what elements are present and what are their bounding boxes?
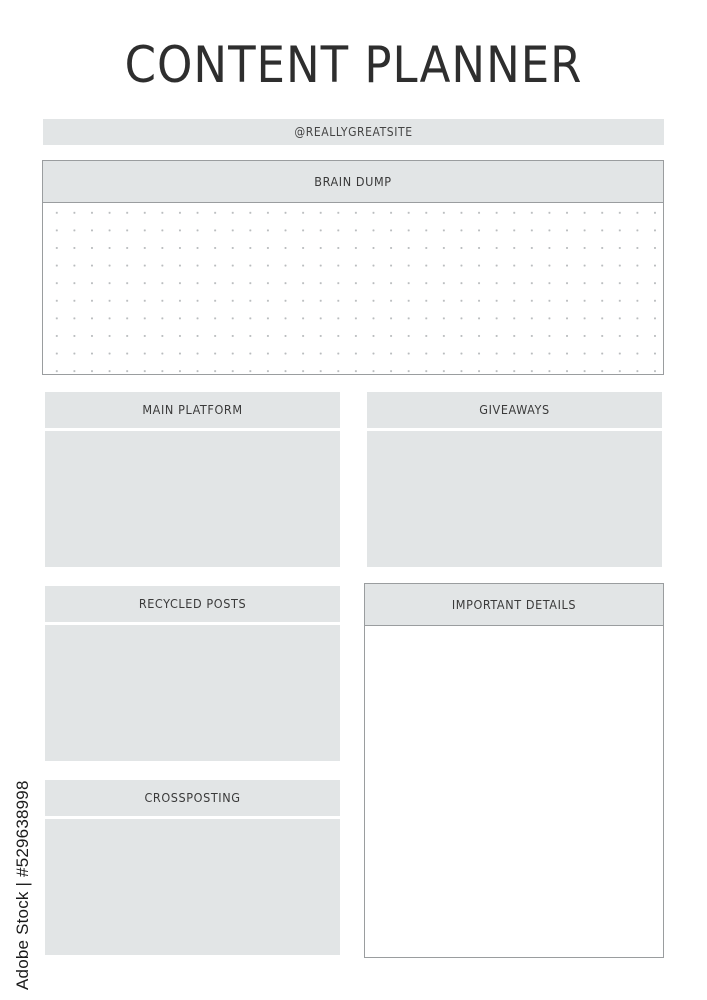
important-details-section	[364, 583, 664, 958]
main-platform-header: MAIN PLATFORM	[45, 392, 340, 428]
page-title: CONTENT PLANNER	[124, 36, 583, 94]
crossposting-section	[45, 780, 340, 955]
brain-dump-header: BRAIN DUMP	[43, 161, 663, 203]
important-details-header: IMPORTANT DETAILS	[365, 584, 663, 626]
brain-dump-dot-grid[interactable]	[43, 203, 663, 374]
crossposting-header: CROSSPOSTING	[45, 780, 340, 816]
giveaways-section	[367, 392, 662, 567]
recycled-posts-section	[45, 586, 340, 761]
crossposting-area[interactable]	[45, 819, 340, 955]
main-platform-section	[45, 392, 340, 567]
website-handle: @REALLYGREATSITE	[43, 119, 664, 145]
giveaways-area[interactable]	[367, 431, 662, 567]
recycled-posts-area[interactable]	[45, 625, 340, 761]
giveaways-header: GIVEAWAYS	[367, 392, 662, 428]
brain-dump-section	[42, 160, 664, 375]
recycled-posts-header: RECYCLED POSTS	[45, 586, 340, 622]
stock-id-watermark: Adobe Stock | #529638998	[13, 780, 32, 990]
important-details-area[interactable]	[365, 626, 663, 957]
main-platform-area[interactable]	[45, 431, 340, 567]
